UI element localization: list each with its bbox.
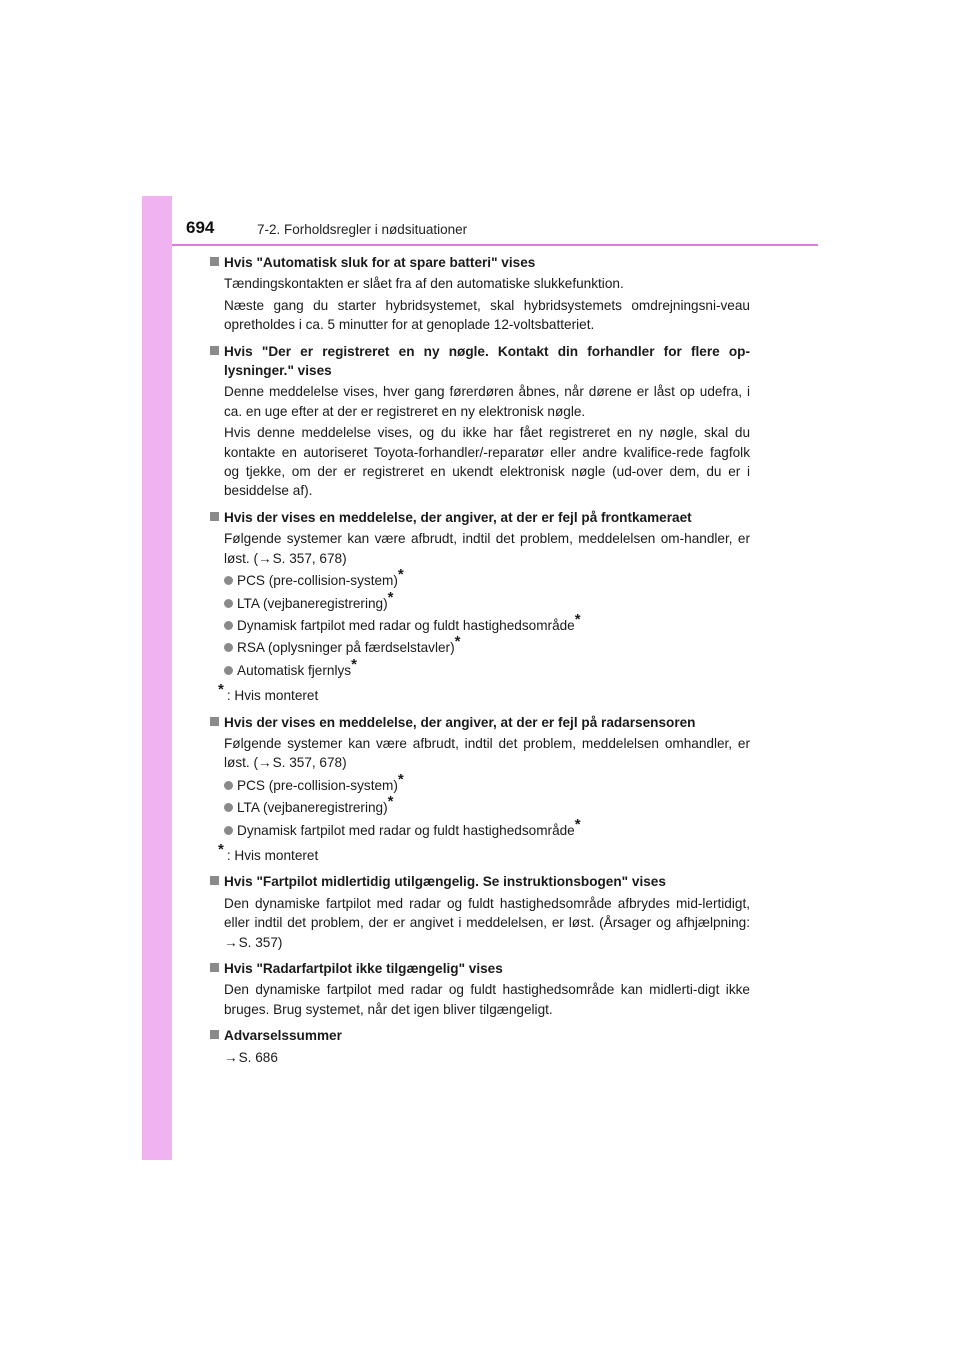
list-item: LTA (vejbaneregistrering)* <box>224 594 750 613</box>
section-heading: Hvis "Der er registreret en ny nøgle. Kontakt din forhandler for flere op-lysninger." vises <box>210 342 750 381</box>
page-reference[interactable]: S. 357) <box>238 934 283 950</box>
square-bullet-icon <box>210 257 219 266</box>
list-item: RSA (oplysninger på færdselstavler)* <box>224 638 750 657</box>
section-radar-sensor <box>210 713 750 866</box>
square-bullet-icon <box>210 717 219 726</box>
list-item: Dynamisk fartpilot med radar og fuldt hastighedsområde* <box>224 616 750 635</box>
circle-bullet-icon <box>224 599 233 608</box>
section-auto-off <box>210 253 750 335</box>
square-bullet-icon <box>210 963 219 972</box>
section-warning-buzzer <box>210 1026 750 1067</box>
arrow-right-icon: → <box>224 934 238 950</box>
paragraph: Denne meddelelse vises, hver gang førerdøren åbnes, når dørene er låst op udefra, i ca. en uge efter at der er registreret en ny elektronisk nøgle. <box>224 384 750 419</box>
circle-bullet-icon <box>224 621 233 630</box>
footnote: * : Hvis monteret <box>218 681 319 704</box>
paragraph: Følgende systemer kan være afbrudt, indtil det problem, meddelelsen omhandler, er løst. (→S. 357, 678) <box>224 735 750 771</box>
footnote-marker: * <box>218 681 224 699</box>
arrow-right-icon: → <box>257 755 272 771</box>
footnote-marker: * <box>218 840 224 858</box>
circle-bullet-icon <box>224 781 233 790</box>
section-cruise-unavailable <box>210 872 750 952</box>
square-bullet-icon <box>210 1030 219 1039</box>
list-item: LTA (vejbaneregistrering)* <box>224 798 750 817</box>
circle-bullet-icon <box>224 643 233 652</box>
section-heading: Hvis "Fartpilot midlertidig utilgængelig. Se instruktionsbogen" vises <box>210 872 750 891</box>
footnote-marker: * <box>397 566 404 584</box>
circle-bullet-icon <box>224 826 233 835</box>
footnote-marker: * <box>351 655 357 673</box>
section-heading: Hvis "Radarfartpilot ikke tilgængelig" vises <box>210 959 750 978</box>
footnote: * : Hvis monteret <box>218 840 319 863</box>
page-reference[interactable]: S. 357, 678) <box>272 550 347 566</box>
chapter-tab-bar <box>142 196 172 1160</box>
section-title: 7-2. Forholdsregler i nødsituationer <box>257 222 468 237</box>
paragraph: Næste gang du starter hybridsystemet, skal hybridsystemets omdrejningsni-veau opretholdes i ca. 5 minutter for at genoplade 12-voltsbatteriet. <box>224 297 750 333</box>
paragraph: Den dynamiske fartpilot med radar og fuldt hastighedsområde afbrydes mid-lertidigt, eller indtil det problem, der er angivet i meddelelsen, er løst. (Årsager og afhjælpning: →S. 357) <box>224 895 750 950</box>
circle-bullet-icon <box>224 666 233 675</box>
page-content <box>210 253 750 1067</box>
section-new-key <box>210 342 750 501</box>
footnote-marker: * <box>574 815 581 833</box>
paragraph <box>224 1048 750 1067</box>
list-item: PCS (pre-collision-system)* <box>224 571 750 590</box>
circle-bullet-icon <box>224 576 233 585</box>
section-radar-cruise <box>210 959 750 1019</box>
square-bullet-icon <box>210 512 219 521</box>
section-heading: Hvis der vises en meddelelse, der angiver, at der er fejl på frontkameraet <box>210 508 750 527</box>
paragraph: Den dynamiske fartpilot med radar og fuldt hastighedsområde kan midlerti-digt ikke bruges. Brug systemet, når det igen bliver tilgængeligt. <box>224 982 750 1017</box>
header-divider <box>172 244 818 246</box>
arrow-right-icon: → <box>257 550 272 566</box>
square-bullet-icon <box>210 876 219 885</box>
list-item: PCS (pre-collision-system)* <box>224 776 750 795</box>
footnote-marker: * <box>574 610 581 628</box>
footnote-marker: * <box>397 770 404 788</box>
footnote-marker: * <box>387 793 394 811</box>
arrow-right-icon: → <box>224 1049 238 1065</box>
page-reference[interactable]: S. 686 <box>238 1049 278 1065</box>
page-number: 694 <box>186 218 215 237</box>
section-front-camera <box>210 508 750 706</box>
footnote-marker: * <box>387 588 394 606</box>
square-bullet-icon <box>210 346 219 355</box>
section-heading: Hvis der vises en meddelelse, der angiver, at der er fejl på radarsensoren <box>210 713 750 732</box>
circle-bullet-icon <box>224 803 233 812</box>
list-item: Dynamisk fartpilot med radar og fuldt hastighedsområde* <box>224 821 750 840</box>
section-heading: Advarselssummer <box>210 1026 750 1045</box>
page-reference[interactable]: S. 357, 678) <box>272 755 347 771</box>
paragraph: Følgende systemer kan være afbrudt, indtil det problem, meddelelsen om-handler, er løst. (→S. 357, 678) <box>224 531 750 566</box>
paragraph: Tændingskontakten er slået fra af den automatiske slukkefunktion. <box>224 276 624 292</box>
section-heading: Hvis "Automatisk sluk for at spare batteri" vises <box>210 253 750 272</box>
footnote-marker: * <box>454 633 461 651</box>
list-item: Automatisk fjernlys* <box>224 661 750 680</box>
paragraph: Hvis denne meddelelse vises, og du ikke har fået registreret en ny nøgle, skal du kontakte en autoriseret Toyota-forhandler/-reparatør eller andre kvalifice-rede fagfolk og tjekke, om der er registreret en ukendt elektronisk nøgle (ud-over dem, du er i besiddelse af). <box>224 425 750 499</box>
